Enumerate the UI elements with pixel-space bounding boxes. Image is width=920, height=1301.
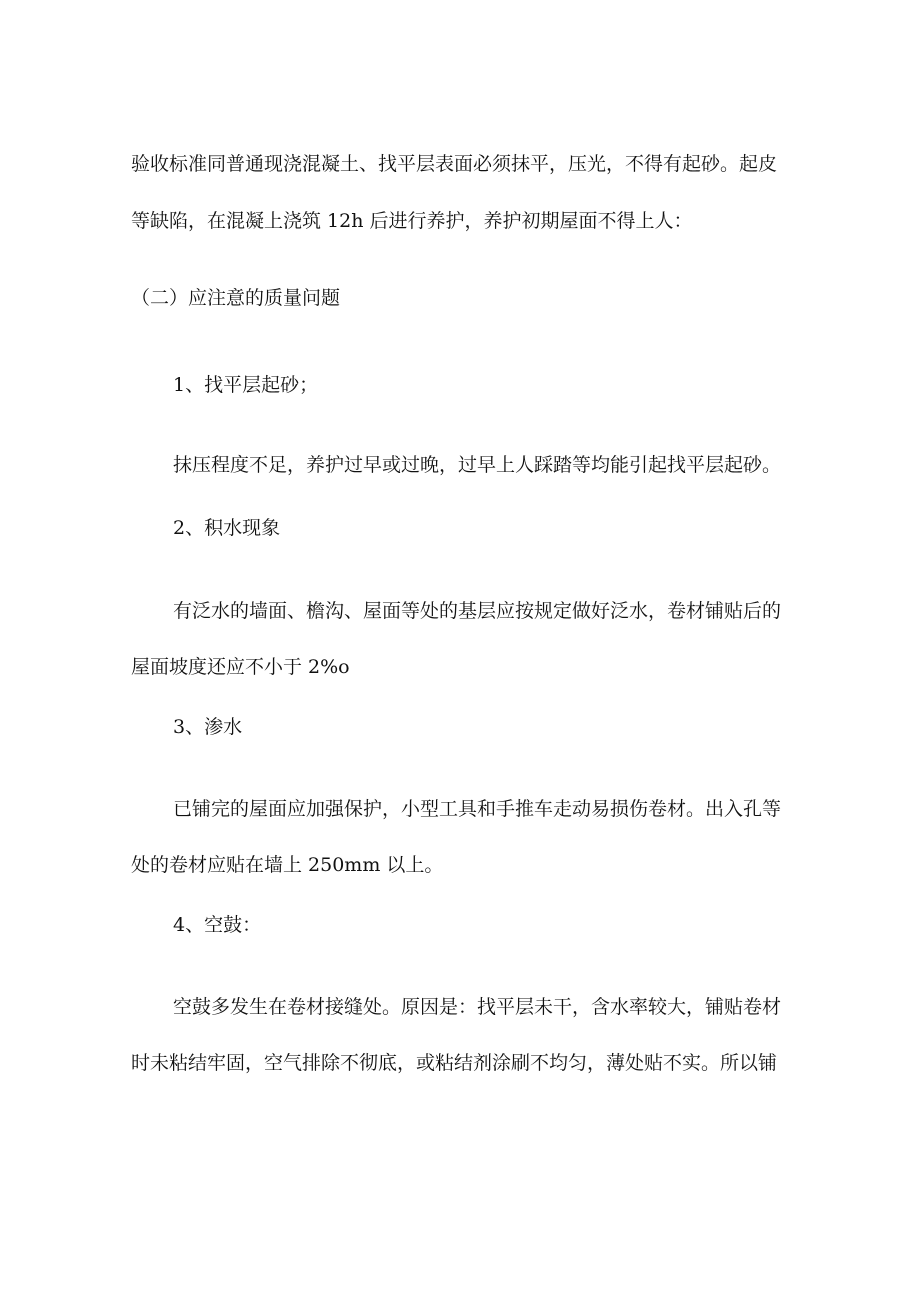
intro-line-2: 等缺陷，在混凝上浇筑 12h 后进行养护，养护初期屋面不得上人： bbox=[131, 210, 693, 232]
item-1-body-line-1: 抹压程度不足，养护过早或过晚，过早上人踩踏等均能引起找平层起砂。 bbox=[173, 454, 782, 476]
item-3-title: 3、渗水 bbox=[173, 716, 243, 738]
item-2-body-line-2: 屋面坡度还应不小于 2%o bbox=[131, 656, 350, 678]
section-heading: （二）应注意的质量问题 bbox=[131, 287, 341, 309]
item-1-title: 1、找平层起砂； bbox=[173, 374, 319, 396]
item-3-body-line-2: 处的卷材应贴在墙上 250mm 以上。 bbox=[131, 854, 444, 876]
item-3-body-line-1: 已铺完的屋面应加强保护，小型工具和手推车走动易损伤卷材。出入孔等 bbox=[173, 798, 782, 820]
item-2-title: 2、积水现象 bbox=[173, 517, 281, 539]
item-4-body-line-1: 空鼓多发生在卷材接缝处。原因是：找平层未干，含水率较大，铺贴卷材 bbox=[173, 996, 782, 1018]
intro-line-1: 验收标准同普通现浇混凝土、找平层表面必须抹平，压光，不得有起砂。起皮 bbox=[131, 153, 778, 175]
item-4-body-line-2: 时未粘结牢固，空气排除不彻底，或粘结剂涂刷不均匀，薄处贴不实。所以铺 bbox=[131, 1052, 778, 1074]
item-2-body-line-1: 有泛水的墙面、檐沟、屋面等处的基层应按规定做好泛水，卷材铺贴后的 bbox=[173, 600, 782, 622]
item-4-title: 4、空鼓： bbox=[173, 914, 262, 936]
